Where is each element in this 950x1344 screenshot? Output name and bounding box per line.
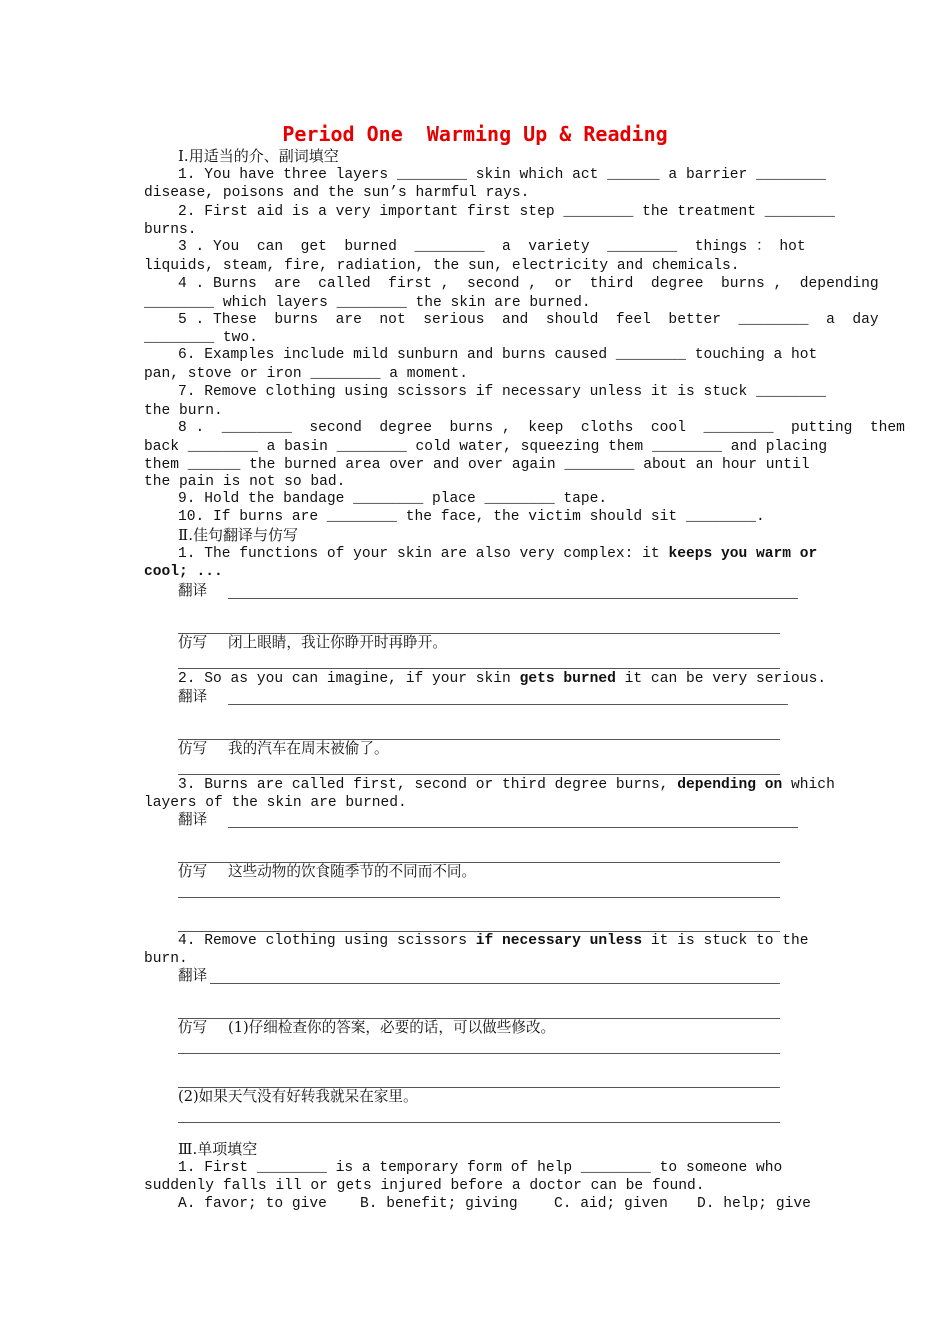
- s1-line: ________ two.: [144, 330, 258, 346]
- s1-line: 4 . Burns are called first , second , or third degree burns , depending: [178, 276, 879, 292]
- s1-line: 5 . These burns are not serious and should feel better ________ a day: [178, 312, 879, 328]
- s1-line: 1. You have three layers ________ skin which act ______ a barrier ________: [178, 167, 827, 183]
- answer-line[interactable]: [210, 983, 780, 984]
- answer-line[interactable]: [178, 897, 780, 898]
- s2-item-1-sentence: 1. The functions of your skin are also very complex: it keeps you warm or: [178, 546, 818, 562]
- option-c[interactable]: C. aid; given: [554, 1196, 668, 1212]
- section-1-heading: Ⅰ.用适当的介、副词填空: [178, 147, 339, 165]
- option-a[interactable]: A. favor; to give: [178, 1196, 327, 1212]
- s1-line: 7. Remove clothing using scissors if necessary unless it is stuck ________: [178, 384, 827, 400]
- answer-line[interactable]: [228, 598, 798, 599]
- imitate-prompt: 我的汽车在周末被偷了。: [228, 740, 389, 757]
- s3-question-line: 1. First ________ is a temporary form of help ________ to someone who: [178, 1160, 783, 1176]
- s1-line: the burn.: [144, 403, 223, 419]
- translate-label: 翻译: [178, 582, 208, 599]
- s2-item-4-sentence-cont: burn.: [144, 951, 188, 967]
- answer-line[interactable]: [178, 668, 780, 669]
- answer-line[interactable]: [178, 1122, 780, 1123]
- section-2-heading: Ⅱ.佳句翻译与仿写: [178, 526, 298, 544]
- answer-line[interactable]: [228, 827, 798, 828]
- s1-line: 6. Examples include mild sunburn and burns caused ________ touching a hot: [178, 347, 818, 363]
- s2-item-4-sentence: 4. Remove clothing using scissors if necessary unless it is stuck to the: [178, 933, 809, 949]
- imitate-label: 仿写: [178, 634, 208, 651]
- s1-line: pan, stove or iron ________ a moment.: [144, 366, 469, 382]
- imitate-prompt: (1)仔细检查你的答案，必要的话，可以做些修改。: [228, 1019, 556, 1036]
- imitate-label: 仿写: [178, 1019, 208, 1036]
- imitate-label: 仿写: [178, 740, 208, 757]
- s1-line: 10. If burns are ________ the face, the victim should sit ________.: [178, 509, 765, 525]
- s1-line: 8 . ________ second degree burns , keep cloths cool ________ putting them: [178, 420, 905, 436]
- imitate-label: 仿写: [178, 863, 208, 880]
- s2-item-3-sentence: 3. Burns are called first, second or third degree burns, depending on which: [178, 777, 835, 793]
- answer-line[interactable]: [178, 1053, 780, 1054]
- translate-label: 翻译: [178, 811, 208, 828]
- page-title: Period One Warming Up & Reading: [282, 122, 668, 146]
- s1-line: the pain is not so bad.: [144, 474, 346, 490]
- s1-line: disease, poisons and the sun’s harmful rays.: [144, 185, 530, 201]
- s2-item-1-sentence-cont: cool; ...: [144, 564, 223, 580]
- s2-item-2-sentence: 2. So as you can imagine, if your skin gets burned it can be very serious.: [178, 671, 827, 687]
- answer-line[interactable]: [178, 774, 780, 775]
- s3-question-line: suddenly falls ill or gets injured before a doctor can be found.: [144, 1178, 705, 1194]
- answer-line[interactable]: [228, 704, 788, 705]
- s1-line: burns.: [144, 222, 197, 238]
- s1-line: 2. First aid is a very important first step ________ the treatment ________: [178, 204, 835, 220]
- option-b[interactable]: B. benefit; giving: [360, 1196, 518, 1212]
- section-3-heading: Ⅲ.单项填空: [178, 1140, 258, 1158]
- s1-line: them ______ the burned area over and over again ________ about an hour until: [144, 457, 810, 473]
- s2-item-3-sentence-cont: layers of the skin are burned.: [144, 795, 407, 811]
- option-d[interactable]: D. help; give: [697, 1196, 811, 1212]
- imitate-prompt: 这些动物的饮食随季节的不同而不同。: [228, 863, 477, 880]
- imitate-prompt: 闭上眼睛，我让你睁开时再睁开。: [228, 634, 447, 651]
- translate-label: 翻译: [178, 967, 208, 984]
- s1-line: back ________ a basin ________ cold water, squeezing them ________ and placing: [144, 439, 828, 455]
- translate-label: 翻译: [178, 688, 208, 705]
- s1-line: 3 . You can get burned ________ a variety ________ things ： hot: [178, 239, 806, 255]
- imitate-prompt: (2)如果天气没有好转我就呆在家里。: [178, 1088, 418, 1105]
- s1-line: 9. Hold the bandage ________ place ________ tape.: [178, 491, 608, 507]
- s1-line: ________ which layers ________ the skin are burned.: [144, 295, 591, 311]
- s1-line: liquids, steam, fire, radiation, the sun, electricity and chemicals.: [144, 258, 740, 274]
